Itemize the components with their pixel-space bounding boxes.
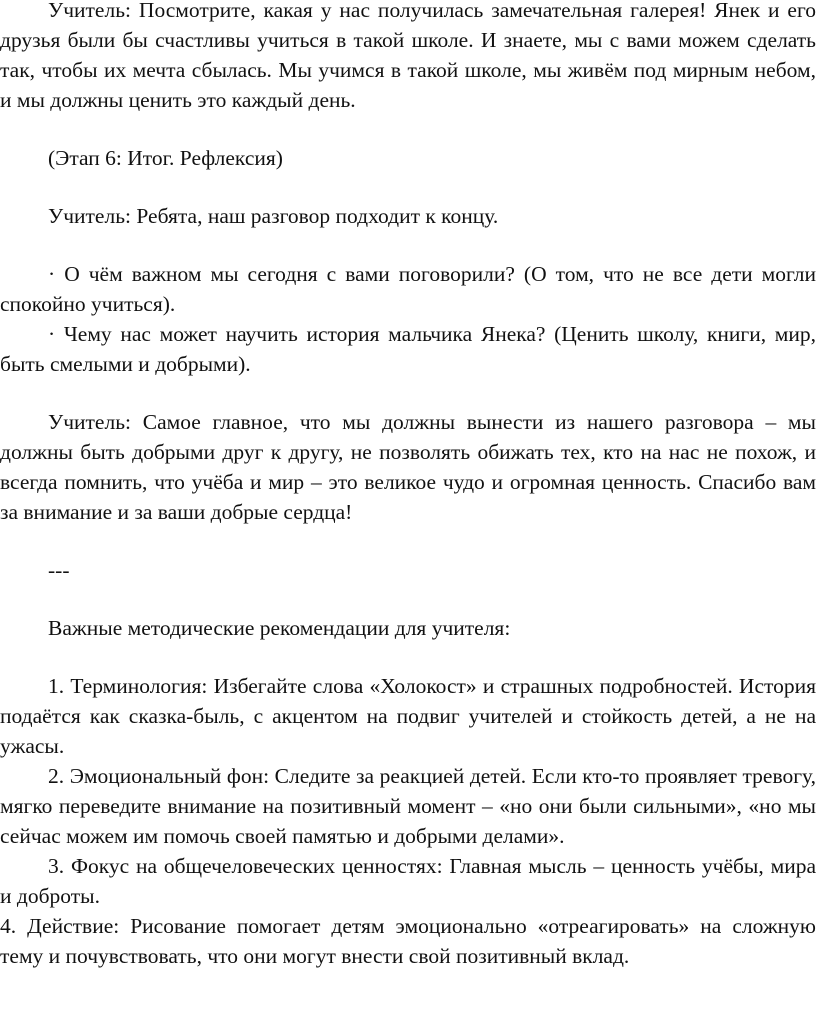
paragraph-gallery: Учитель: Посмотрите, какая у нас получилась замечательная галерея! Янек и его друзья были бы счастливы учиться в такой школе. И знаете, мы с вами можем сделать так, чтобы их мечта сбылась. Мы учимся в такой школе, мы живём под мирным небом, и мы должны ценить это каждый день. <box>0 0 816 112</box>
section-separator: --- <box>48 558 70 582</box>
stage-heading: (Этап 6: Итог. Рефлексия) <box>48 146 283 170</box>
recommendations-heading: Важные методические рекомендации для учителя: <box>48 616 511 640</box>
paragraph-conclusion: Учитель: Самое главное, что мы должны вынести из нашего разговора – мы должны быть добрыми друг к другу, не позволять обижать тех, кто на нас не похож, и всегда помнить, что учёба и мир – это великое чудо и огромная ценность. Спасибо вам за внимание и за ваши добрые сердца! <box>0 410 816 524</box>
paragraph-ending: Учитель: Ребята, наш разговор подходит к концу. <box>48 204 499 228</box>
recommendation-item-3: 3. Фокус на общечеловеческих ценностях: Главная мысль – ценность учёбы, мира и доброты. <box>0 854 816 908</box>
recommendation-item-4: 4. Действие: Рисование помогает детям эмоционально «отреагировать» на сложную тему и почувствовать, что они могут внести свой позитивный вклад. <box>0 914 816 968</box>
question-item-1: · О чём важном мы сегодня с вами поговорили? (О том, что не все дети могли спокойно учиться). <box>0 262 816 316</box>
question-item-2: · Чему нас может научить история мальчика Янека? (Ценить школу, книги, мир, быть смелыми и добрыми). <box>0 322 816 376</box>
recommendation-item-1: 1. Терминология: Избегайте слова «Холокост» и страшных подробностей. История подаётся как сказка-быль, с акцентом на подвиг учителей и стойкость детей, а не на ужасы. <box>0 674 816 758</box>
recommendation-item-2: 2. Эмоциональный фон: Следите за реакцией детей. Если кто-то проявляет тревогу, мягко переведите внимание на позитивный момент – «но они были сильными», «но мы сейчас можем им помочь своей памятью и добрыми делами». <box>0 764 816 848</box>
